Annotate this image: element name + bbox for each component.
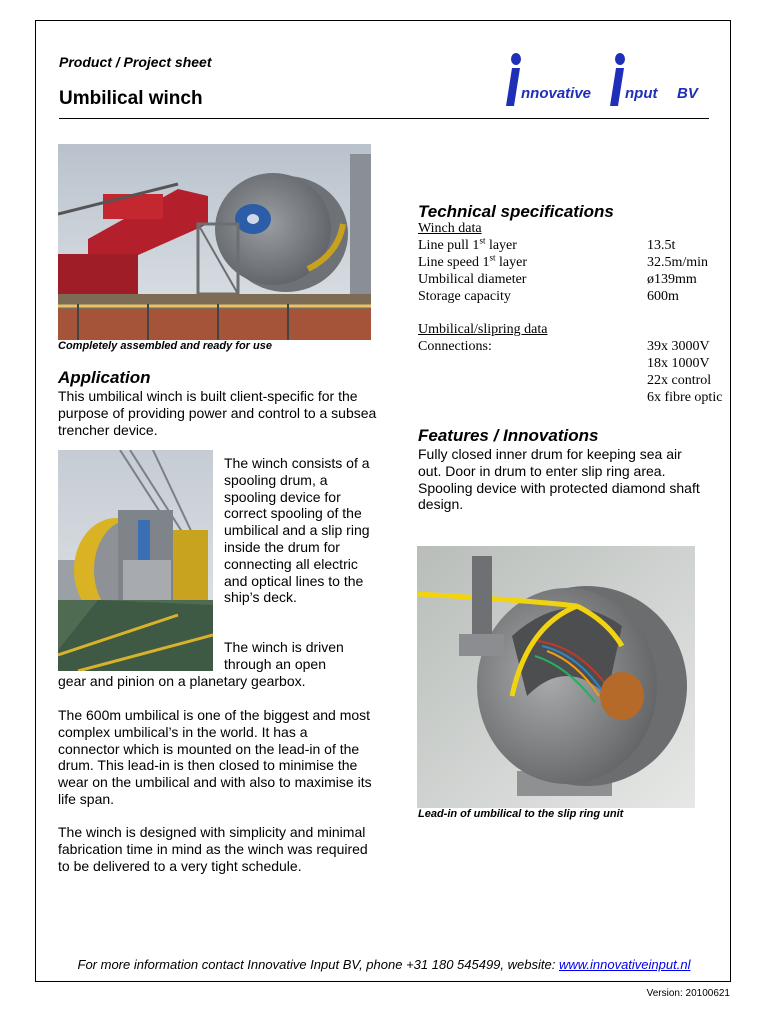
winch-data-heading: Winch data xyxy=(418,221,482,236)
spec-row: Line pull 1st layer 13.5t xyxy=(418,235,676,253)
page-title: Umbilical winch xyxy=(59,88,203,109)
company-logo xyxy=(504,50,714,110)
features-heading: Features / Innovations xyxy=(418,426,599,445)
header-divider xyxy=(59,118,709,119)
features-text: Fully closed inner drum for keeping sea air out. Door in drum to enter slip ring area. Spooling device with protected diamond shaft design. xyxy=(418,446,700,513)
photo1-caption: Completely assembled and ready for use xyxy=(58,340,272,352)
svg-text:nput: nput xyxy=(625,85,658,102)
footer-contact xyxy=(0,957,768,972)
version-label: Version: 20100621 xyxy=(646,988,730,999)
slipring-data-heading: Umbilical/slipring data xyxy=(418,322,548,337)
sheet-label: Product / Project sheet xyxy=(59,54,212,70)
assembled-winch-photo xyxy=(58,144,371,340)
application-intro: This umbilical winch is built client-specific for the purpose of providing power and control to a subsea trencher device. xyxy=(58,388,377,438)
cad-render-photo xyxy=(417,546,695,808)
specs-heading: Technical specifications xyxy=(418,202,614,221)
photo3-caption: Lead-in of umbilical to the slip ring unit xyxy=(418,808,624,820)
driven-line1: The winch is driven xyxy=(224,639,344,655)
driven-line2: through an open xyxy=(224,656,326,672)
connection-value: 39x 3000V xyxy=(647,339,710,354)
application-heading: Application xyxy=(58,368,151,387)
winch-description: The winch consists of a spooling drum, a spooling device for correct spooling of the umbilical and a slip ring inside the drum for connecting all electric and optical lines to the ship’s deck. xyxy=(224,455,370,606)
umbilical-paragraph: The 600m umbilical is one of the biggest and most complex umbilical’s in the world. It has a connector which is mounted on the lead-in of the drum. This lead-in is then closed to minimise the wear on the umbilical and with also to maximise its life span. xyxy=(58,707,372,807)
spec-row: Umbilical diameter ø139mm xyxy=(418,272,697,287)
website-link[interactable]: www.innovativeinput.nl xyxy=(558,957,691,972)
design-paragraph: The winch is designed with simplicity and minimal fabrication time in mind as the winch was required to be delivered to a very tight schedule. xyxy=(58,824,368,874)
driven-line3: gear and pinion on a planetary gearbox. xyxy=(58,673,306,689)
connection-value: 18x 1000V xyxy=(647,356,710,371)
connections-label: Connections: xyxy=(418,339,492,354)
spec-row: Storage capacity 600m xyxy=(418,289,679,304)
winch-workshop-photo xyxy=(58,450,213,671)
svg-text:BV: BV xyxy=(677,85,698,102)
footer-text: For more information contact Innovative Input BV, phone +31 180 545499, website: xyxy=(77,957,559,972)
spec-row: Line speed 1st layer 32.5m/min xyxy=(418,252,709,270)
connection-value: 6x fibre optic xyxy=(647,390,723,405)
connection-value: 22x control xyxy=(647,373,712,388)
svg-text:nnovative: nnovative xyxy=(521,85,592,102)
